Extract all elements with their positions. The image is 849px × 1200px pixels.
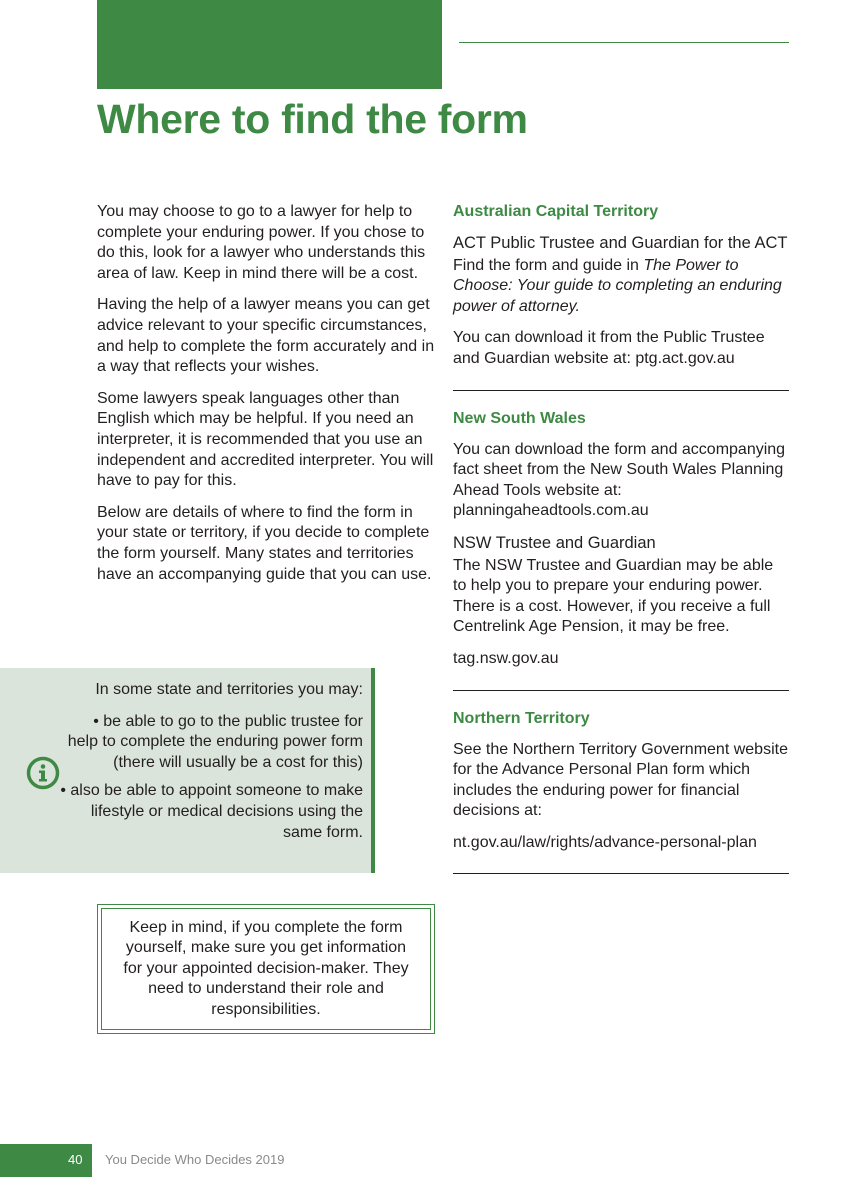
intro-paragraph-1: You may choose to go to a lawyer for help to complete your enduring power. If you chose to do this, look for a lawyer who understands this area of law. Keep in mind there will be a cost. bbox=[97, 203, 426, 282]
section-divider bbox=[453, 390, 789, 391]
page-title: Where to find the form bbox=[97, 96, 528, 142]
act-heading: Australian Capital Territory bbox=[453, 203, 659, 220]
info-callout-text bbox=[60, 680, 363, 851]
act-download-text: You can download it from the Public Trustee and Guardian website at: ptg.act.gov.au bbox=[453, 329, 765, 367]
left-column bbox=[97, 202, 435, 596]
nsw-heading: New South Wales bbox=[453, 409, 586, 427]
intro-paragraph-3: Some lawyers speak languages other than English which may be helpful. If you need an interpreter, it is recommended that you use an independent and accredited interpreter. You will have to pay for this. bbox=[97, 389, 434, 490]
act-guide-prefix: Find the form and guide in bbox=[453, 256, 644, 274]
nt-text: See the Northern Territory Government website for the Advance Personal Plan form which includes the enduring power for financial decisions at: bbox=[453, 740, 788, 820]
header-rule bbox=[459, 42, 789, 43]
nt-heading: Northern Territory bbox=[453, 709, 590, 727]
intro-paragraph-4: Below are details of where to find the form in your state or territory, if you decide to complete the form yourself. Many states and territories have an accompanying guide that you can use. bbox=[97, 503, 432, 583]
intro-paragraph-2: Having the help of a lawyer means you can get advice relevant to your specific circumstances, and help to complete the form accurately and in a way that reflects your wishes. bbox=[97, 296, 435, 376]
nsw-link: tag.nsw.gov.au bbox=[453, 649, 559, 667]
info-icon bbox=[26, 756, 60, 790]
nsw-org-text: The NSW Trustee and Guardian may be able to help you to prepare your enduring power. There is a cost. However, if you receive a full Centrelink Age Pension, it may be free. bbox=[453, 556, 774, 636]
act-guide-title: The Power to Choose: Your guide to completing an enduring power of attorney. bbox=[453, 256, 782, 315]
header-green-block bbox=[97, 0, 442, 89]
right-column bbox=[453, 202, 789, 892]
section-divider bbox=[453, 873, 789, 874]
footer-title: You Decide Who Decides 2019 bbox=[105, 1152, 285, 1167]
info-intro: In some state and territories you may: bbox=[95, 681, 363, 698]
keep-in-mind-text: Keep in mind, if you complete the form yourself, make sure you get information for your appointed decision-maker. They need to understand their role and responsibilities. bbox=[101, 908, 431, 1030]
nt-link: nt.gov.au/law/rights/advance-personal-plan bbox=[453, 833, 757, 851]
act-org-heading: ACT Public Trustee and Guardian for the ACT bbox=[453, 234, 788, 252]
info-bullet-1: • be able to go to the public trustee for help to complete the enduring power form (there will usually be a cost for this) bbox=[67, 712, 363, 771]
nsw-org-heading: NSW Trustee and Guardian bbox=[453, 533, 656, 552]
page-number: 40 bbox=[68, 1152, 83, 1167]
nsw-download-text: You can download the form and accompanying fact sheet from the New South Wales Planning Ahead Tools website at: planningaheadtools.com.au bbox=[453, 440, 786, 520]
act-guide-text bbox=[453, 256, 789, 318]
keep-in-mind-box bbox=[97, 904, 435, 1034]
info-bullet-2: • also be able to appoint someone to make lifestyle or medical decisions using the same form. bbox=[60, 782, 363, 841]
section-divider bbox=[453, 690, 789, 691]
